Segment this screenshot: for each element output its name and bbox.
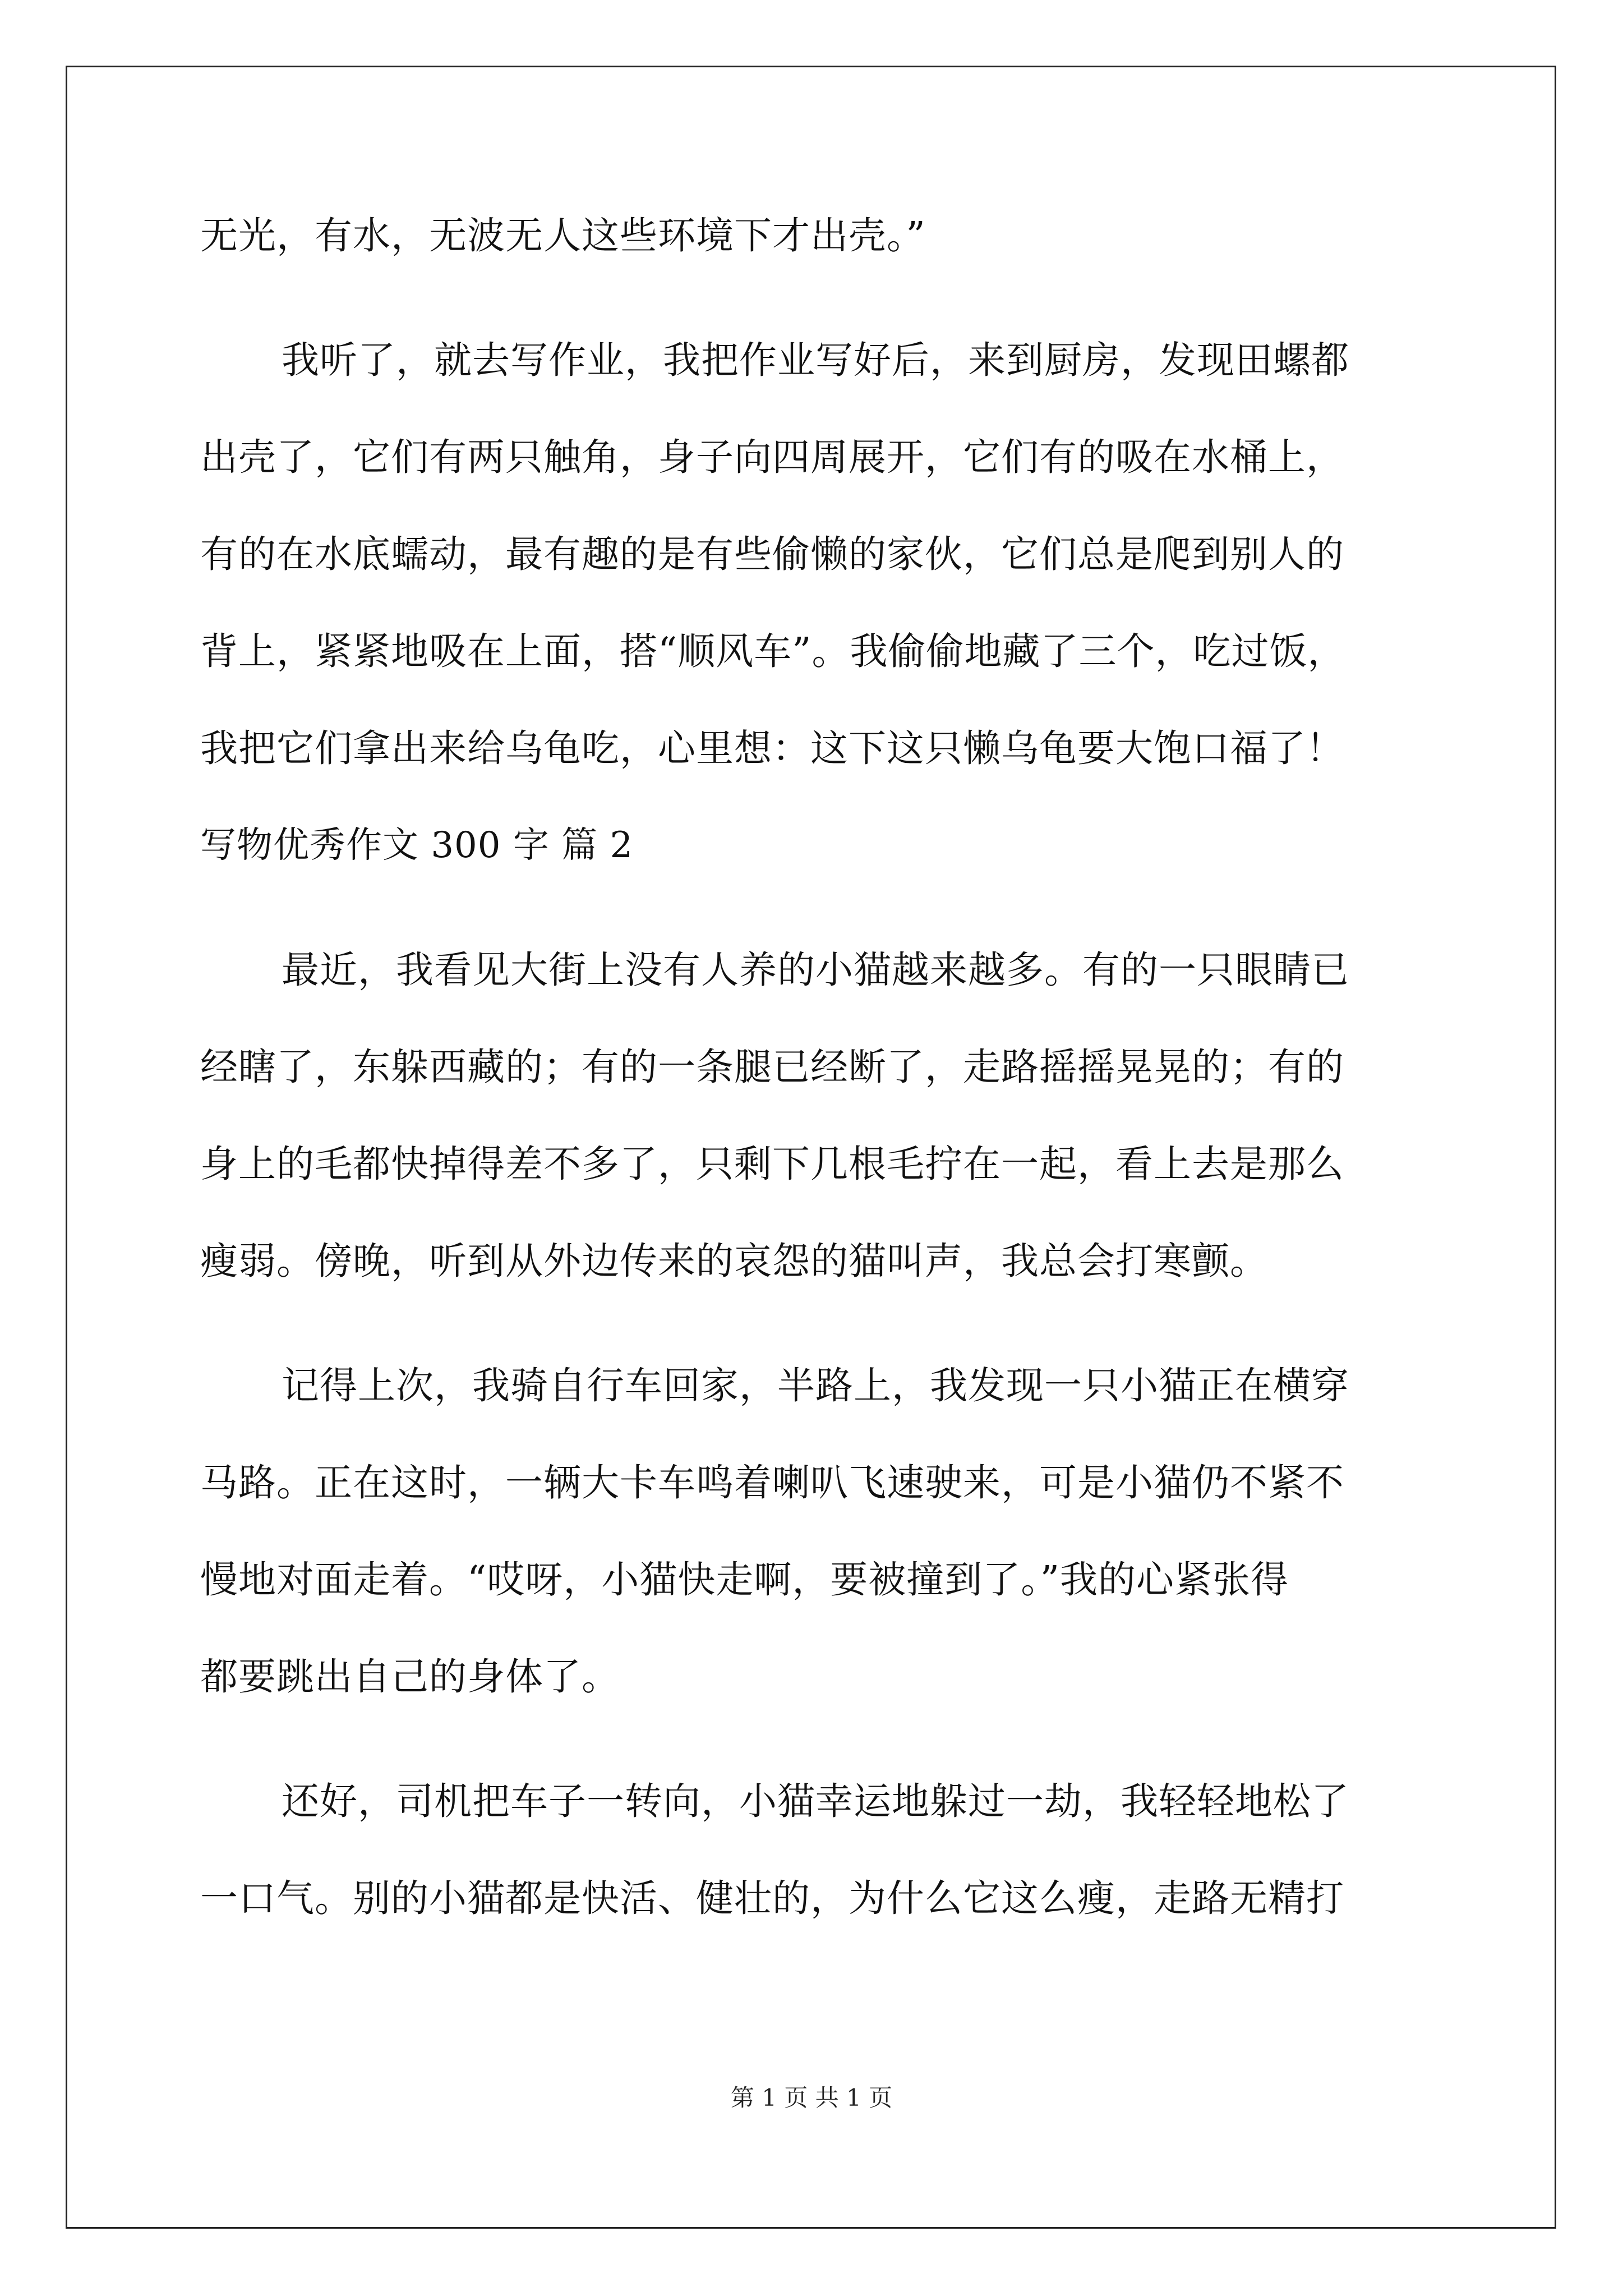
section-heading: 写物优秀作文 300 字 篇 2 bbox=[200, 825, 634, 866]
text-line: 出壳了，它们有两只触角，身子向四周展开，它们有的吸在水桶上， bbox=[200, 435, 1344, 479]
text-line: 无光，有水，无波无人这些环境下才出壳。” bbox=[200, 214, 926, 257]
paragraph-start-line: 还好，司机把车子一转向，小猫幸运地躲过一劫，我轻轻地松了 bbox=[282, 1779, 1349, 1823]
text-line: 背上，紧紧地吸在上面，搭“顺风车”。我偷偷地藏了三个，吃过饭， bbox=[200, 629, 1346, 673]
text-line: 马路。正在这时，一辆大卡车鸣着喇叭飞速驶来，可是小猫仍不紧不 bbox=[200, 1461, 1344, 1504]
text-line: 慢地对面走着。“哎呀，小猫快走啊，要被撞到了。”我的心紧张得 bbox=[200, 1558, 1289, 1602]
text-line: 一口气。别的小猫都是快活、健壮的，为什么它这么瘦，走路无精打 bbox=[200, 1876, 1344, 1920]
text-line: 瘦弱。傍晚，听到从外边传来的哀怨的猫叫声，我总会打寒颤。 bbox=[200, 1239, 1268, 1283]
paragraph-start-line: 记得上次，我骑自行车回家，半路上，我发现一只小猫正在横穿 bbox=[282, 1364, 1349, 1407]
text-line: 身上的毛都快掉得差不多了，只剩下几根毛拧在一起，看上去是那么 bbox=[200, 1142, 1344, 1186]
page-number-footer: 第 1 页 共 1 页 bbox=[730, 2084, 893, 2111]
text-line: 有的在水底蠕动，最有趣的是有些偷懒的家伙，它们总是爬到别人的 bbox=[200, 532, 1344, 576]
paragraph-start-line: 我听了，就去写作业，我把作业写好后，来到厨房，发现田螺都 bbox=[282, 338, 1349, 382]
text-line: 都要跳出自己的身体了。 bbox=[200, 1655, 620, 1699]
text-line: 经瞎了，东躲西藏的；有的一条腿已经断了，走路摇摇晃晃的；有的 bbox=[200, 1045, 1344, 1089]
paragraph-start-line: 最近，我看见大街上没有人养的小猫越来越多。有的一只眼睛已 bbox=[282, 948, 1349, 992]
text-line: 我把它们拿出来给乌龟吃，心里想：这下这只懒乌龟要大饱口福了！ bbox=[200, 726, 1344, 770]
